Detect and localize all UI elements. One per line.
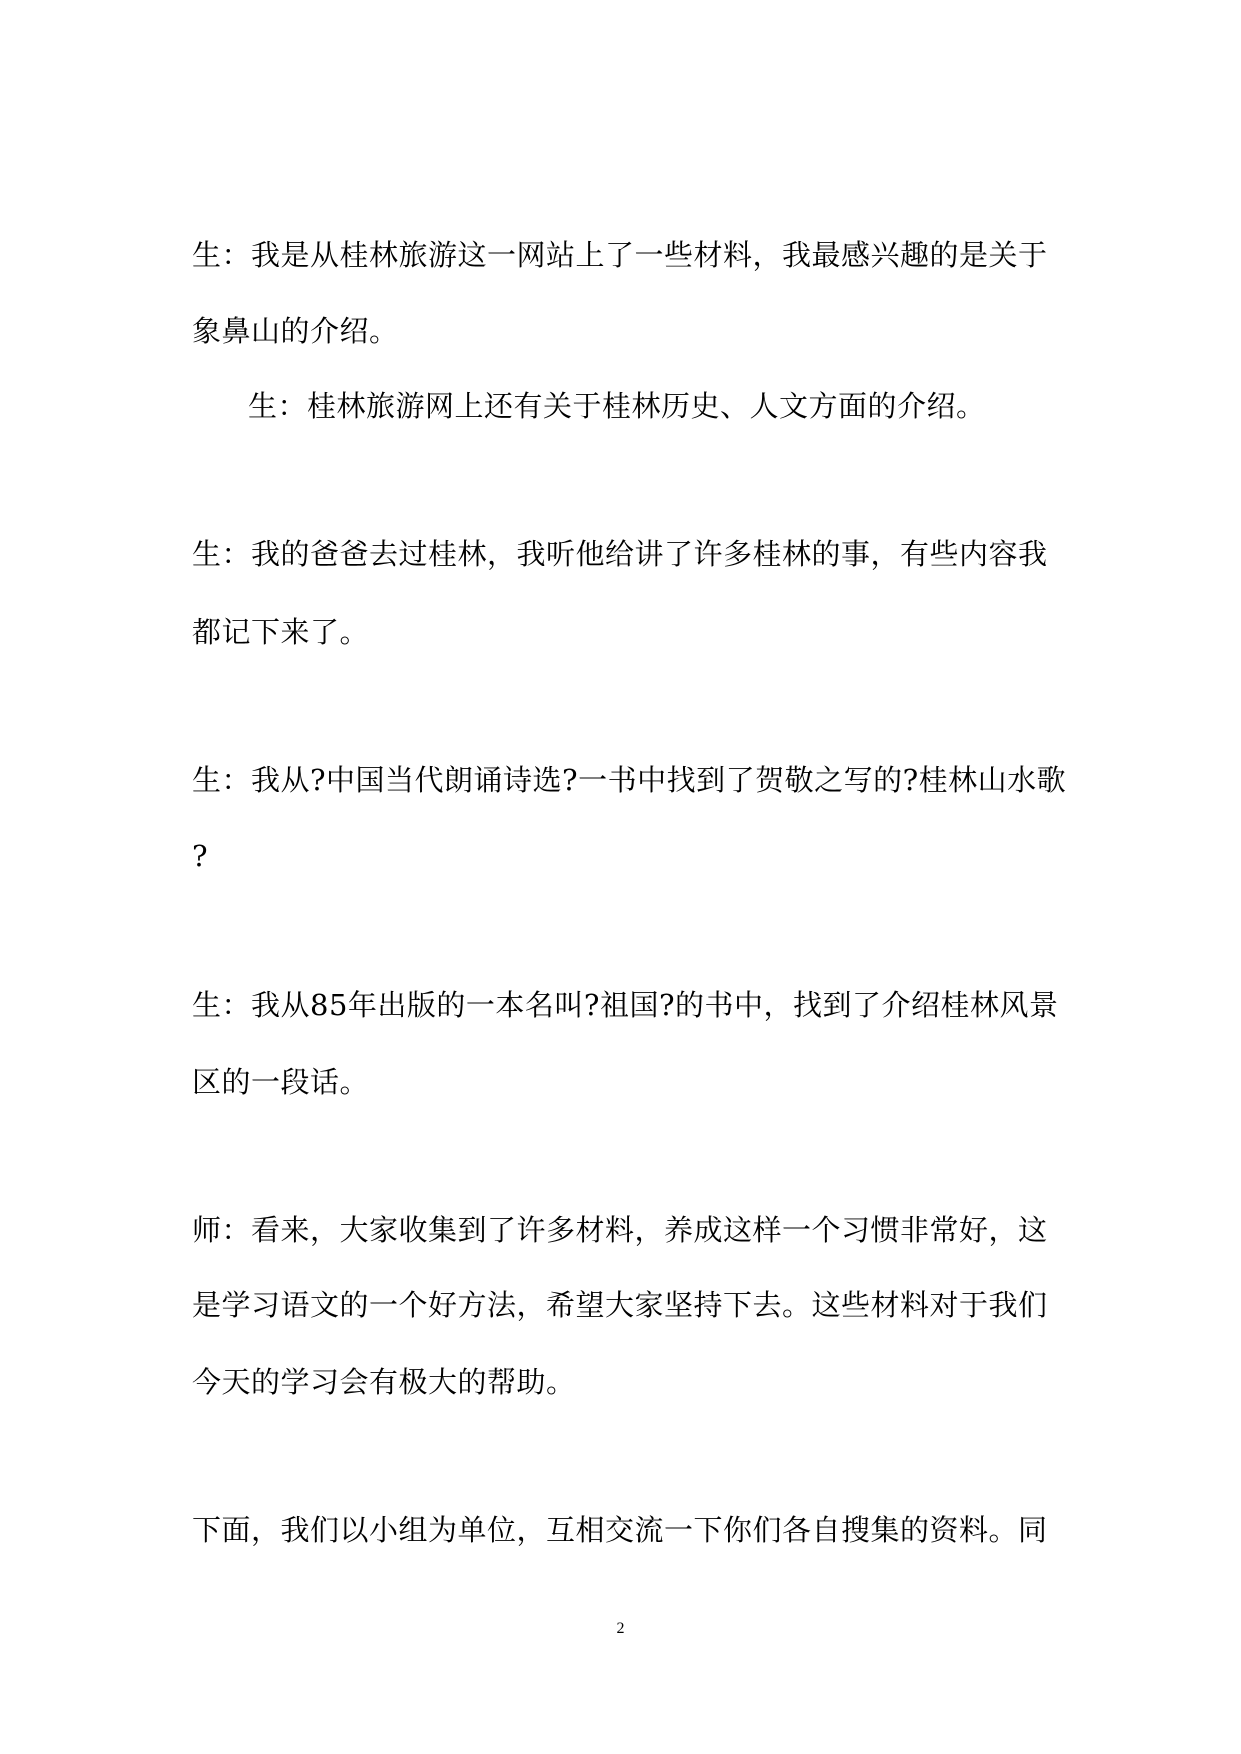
text-line: 生：我的爸爸去过桂林，我听他给讲了许多桂林的事，有些内容我 (192, 537, 1048, 571)
text-line: 下面，我们以小组为单位，互相交流一下你们各自搜集的资料。同 (192, 1513, 1048, 1547)
text-line: 今天的学习会有极大的帮助。 (192, 1365, 576, 1399)
text-line: 都记下来了。 (192, 615, 370, 649)
text-line: 师：看来，大家收集到了许多材料，养成这样一个习惯非常好，这 (192, 1213, 1048, 1247)
text-line: 生：桂林旅游网上还有关于桂林历史、人文方面的介绍。 (248, 389, 986, 423)
text-line: 区的一段话。 (192, 1065, 370, 1099)
page-number: 2 (616, 1620, 625, 1637)
text-line: 象鼻山的介绍。 (192, 314, 399, 348)
text-line: 生：我从?中国当代朗诵诗选?一书中找到了贺敬之写的?桂林山水歌 (192, 763, 1067, 797)
text-line: ? (192, 839, 209, 873)
text-line: 生：我从85年出版的一本名叫?祖国?的书中，找到了介绍桂林风景 (192, 988, 1059, 1022)
text-line: 是学习语文的一个好方法，希望大家坚持下去。这些材料对于我们 (192, 1288, 1048, 1322)
text-line: 生：我是从桂林旅游这一网站上了一些材料，我最感兴趣的是关于 (192, 238, 1048, 272)
